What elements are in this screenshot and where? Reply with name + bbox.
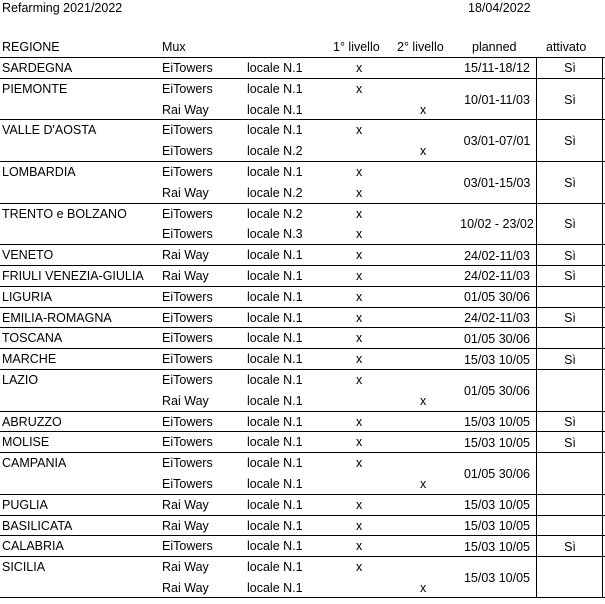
livello-1-cell: x xyxy=(356,61,363,75)
mux-cell: EiTowers xyxy=(162,476,213,491)
table-row xyxy=(0,244,605,265)
mux-cell: EiTowers xyxy=(162,372,213,387)
livello-1-cell: x xyxy=(356,414,363,429)
regione-cell: LAZIO xyxy=(2,372,39,387)
locale-cell: locale N.1 xyxy=(247,476,303,491)
mux-cell: Rai Way xyxy=(162,393,209,408)
attivato-cell: Sì xyxy=(564,61,576,76)
mux-cell: EiTowers xyxy=(162,227,213,242)
regione-cell: EMILIA-ROMAGNA xyxy=(2,310,112,325)
table-row xyxy=(0,161,605,203)
regione-cell: ABRUZZO xyxy=(2,414,62,429)
livello-1-cell: x xyxy=(356,456,363,471)
regione-cell: BASILICATA xyxy=(2,518,73,533)
planned-cell: 15/03 10/05 xyxy=(463,570,531,585)
mux-cell: EiTowers xyxy=(162,331,213,346)
table-row xyxy=(0,515,605,536)
table-row xyxy=(0,119,605,161)
mux-cell: EiTowers xyxy=(162,456,213,471)
locale-cell: locale N.1 xyxy=(247,331,303,346)
attivato-cell: Sì xyxy=(564,310,576,325)
livello-1-cell: x xyxy=(356,123,363,138)
locale-cell: locale N.1 xyxy=(247,435,303,450)
attivato-cell: Sì xyxy=(564,134,576,149)
mux-cell: Rai Way xyxy=(162,518,209,533)
planned-cell: 15/03 10/05 xyxy=(463,539,531,554)
table-row xyxy=(0,431,605,452)
regione-cell: MOLISE xyxy=(2,435,50,450)
livello-1-cell: x xyxy=(356,248,363,263)
locale-cell: locale N.1 xyxy=(247,164,303,179)
planned-cell: 03/01-15/03 xyxy=(463,175,531,190)
title-bar xyxy=(0,0,605,20)
planned-cell: 15/03 10/05 xyxy=(463,435,531,450)
livello-1-cell: x xyxy=(356,435,363,450)
column-divider-planned xyxy=(536,57,537,598)
table-row xyxy=(0,411,605,432)
mux-cell: EiTowers xyxy=(162,352,213,367)
livello-1-cell: x xyxy=(356,518,363,533)
attivato-cell: Sì xyxy=(564,248,576,263)
regione-cell: PIEMONTE xyxy=(2,81,68,96)
mux-cell: Rai Way xyxy=(162,580,209,595)
table-header xyxy=(0,38,605,58)
livello-1-cell: x xyxy=(356,310,363,325)
header-mux: Mux xyxy=(162,40,186,54)
planned-cell: 15/03 10/05 xyxy=(463,414,531,429)
mux-cell: Rai Way xyxy=(162,248,209,263)
table-row xyxy=(0,348,605,369)
table-row xyxy=(0,265,605,286)
attivato-cell: Sì xyxy=(564,269,576,284)
livello-1-cell: x xyxy=(356,560,363,575)
sheet-title: Refarming 2021/2022 xyxy=(2,1,123,15)
locale-cell: locale N.1 xyxy=(247,580,303,595)
locale-cell: locale N.1 xyxy=(247,102,303,117)
livello-2-cell: x xyxy=(420,580,427,595)
locale-cell: locale N.2 xyxy=(247,144,303,159)
regione-cell: TRENTO e BOLZANO xyxy=(2,206,127,221)
regione-cell: PUGLIA xyxy=(2,497,48,512)
table-row xyxy=(0,327,605,348)
locale-cell: locale N.2 xyxy=(247,185,303,200)
planned-cell: 03/01-07/01 xyxy=(463,134,531,149)
locale-cell: locale N.2 xyxy=(247,206,303,221)
attivato-cell: Sì xyxy=(564,414,576,429)
locale-cell: locale N.1 xyxy=(247,539,303,554)
mux-cell: EiTowers xyxy=(162,144,213,159)
planned-cell: 15/03 10/05 xyxy=(463,498,531,513)
attivato-cell: Sì xyxy=(564,435,576,450)
livello-1-cell: x xyxy=(356,268,363,283)
attivato-cell: Sì xyxy=(564,352,576,367)
regione-cell: MARCHE xyxy=(2,352,57,367)
planned-cell: 01/05 30/06 xyxy=(463,383,531,398)
column-divider-right xyxy=(602,57,603,598)
mux-cell: Rai Way xyxy=(162,560,209,575)
mux-cell: EiTowers xyxy=(162,539,213,554)
livello-2-cell: x xyxy=(420,476,427,491)
livello-1-cell: x xyxy=(356,289,363,304)
locale-cell: locale N.1 xyxy=(247,518,303,533)
header-livello-1: 1° livello xyxy=(333,40,380,54)
mux-cell: Rai Way xyxy=(162,497,209,512)
livello-2-cell: x xyxy=(420,393,427,408)
table-row xyxy=(0,535,605,556)
mux-cell: EiTowers xyxy=(162,81,213,96)
attivato-cell: Sì xyxy=(564,217,576,232)
livello-1-cell: x xyxy=(356,164,363,179)
planned-cell: 15/03 10/05 xyxy=(463,518,531,533)
attivato-cell: Sì xyxy=(564,175,576,190)
header-regione: REGIONE xyxy=(2,40,60,54)
mux-cell: EiTowers xyxy=(162,164,213,179)
table-row xyxy=(0,452,605,494)
locale-cell: locale N.3 xyxy=(247,227,303,242)
mux-cell: Rai Way xyxy=(162,185,209,200)
planned-cell: 15/11-18/12 xyxy=(464,61,530,76)
regione-cell: TOSCANA xyxy=(2,331,63,346)
table-row xyxy=(0,369,605,411)
header-attivato: attivato xyxy=(546,40,587,54)
locale-cell: locale N.1 xyxy=(247,372,303,387)
livello-1-cell: x xyxy=(356,81,363,96)
table-row xyxy=(0,57,605,78)
planned-cell: 10/01-11/03 xyxy=(464,92,530,107)
regione-cell: FRIULI VENEZIA-GIULIA xyxy=(2,268,144,283)
livello-1-cell: x xyxy=(356,497,363,512)
attivato-cell: Sì xyxy=(564,92,576,107)
report-date: 18/04/2022 xyxy=(468,1,531,15)
livello-1-cell: x xyxy=(356,227,363,242)
mux-cell: EiTowers xyxy=(162,435,213,450)
locale-cell: locale N.1 xyxy=(247,248,303,263)
planned-cell: 15/03 10/05 xyxy=(463,352,531,367)
header-livello-2: 2° livello xyxy=(397,40,444,54)
livello-1-cell: x xyxy=(356,352,363,367)
planned-cell: 24/02-11/03 xyxy=(464,310,530,325)
locale-cell: locale N.1 xyxy=(247,456,303,471)
planned-cell: 01/05 30/06 xyxy=(463,290,531,305)
planned-cell: 24/02-11/03 xyxy=(464,269,530,284)
table-row xyxy=(0,78,605,120)
planned-cell: 24/02-11/03 xyxy=(464,248,530,263)
regione-cell: CALABRIA xyxy=(2,539,64,554)
locale-cell: locale N.1 xyxy=(247,414,303,429)
regione-cell: LOMBARDIA xyxy=(2,164,76,179)
mux-cell: EiTowers xyxy=(162,61,213,75)
locale-cell: locale N.1 xyxy=(247,123,303,138)
locale-cell: locale N.1 xyxy=(247,497,303,512)
planned-cell: 01/05 30/06 xyxy=(463,331,531,346)
mux-cell: EiTowers xyxy=(162,289,213,304)
livello-1-cell: x xyxy=(356,331,363,346)
locale-cell: locale N.1 xyxy=(247,310,303,325)
locale-cell: locale N.1 xyxy=(247,81,303,96)
regione-cell: SARDEGNA xyxy=(2,61,73,75)
table-row xyxy=(0,307,605,328)
livello-1-cell: x xyxy=(356,206,363,221)
table-row xyxy=(0,286,605,307)
locale-cell: locale N.1 xyxy=(247,393,303,408)
table-row xyxy=(0,494,605,515)
locale-cell: locale N.1 xyxy=(247,61,303,75)
table-row xyxy=(0,556,605,598)
planned-cell: 10/02 - 23/02 xyxy=(460,217,534,232)
attivato-cell: Sì xyxy=(564,539,576,554)
livello-1-cell: x xyxy=(356,185,363,200)
regione-cell: CAMPANIA xyxy=(2,456,67,471)
mux-cell: EiTowers xyxy=(162,123,213,138)
locale-cell: locale N.1 xyxy=(247,268,303,283)
livello-1-cell: x xyxy=(356,539,363,554)
regione-cell: SICILIA xyxy=(2,560,46,575)
locale-cell: locale N.1 xyxy=(247,289,303,304)
data-table xyxy=(0,57,605,597)
livello-1-cell: x xyxy=(356,372,363,387)
regione-cell: VALLE D'AOSTA xyxy=(2,123,97,138)
header-planned: planned xyxy=(472,40,517,54)
mux-cell: EiTowers xyxy=(162,310,213,325)
regione-cell: VENETO xyxy=(2,248,54,263)
table-row xyxy=(0,203,605,245)
livello-2-cell: x xyxy=(420,102,427,117)
regione-cell: LIGURIA xyxy=(2,289,53,304)
mux-cell: EiTowers xyxy=(162,414,213,429)
locale-cell: locale N.1 xyxy=(247,560,303,575)
mux-cell: Rai Way xyxy=(162,102,209,117)
livello-2-cell: x xyxy=(420,144,427,159)
planned-cell: 01/05 30/06 xyxy=(463,466,531,481)
mux-cell: EiTowers xyxy=(162,206,213,221)
mux-cell: Rai Way xyxy=(162,268,209,283)
locale-cell: locale N.1 xyxy=(247,352,303,367)
